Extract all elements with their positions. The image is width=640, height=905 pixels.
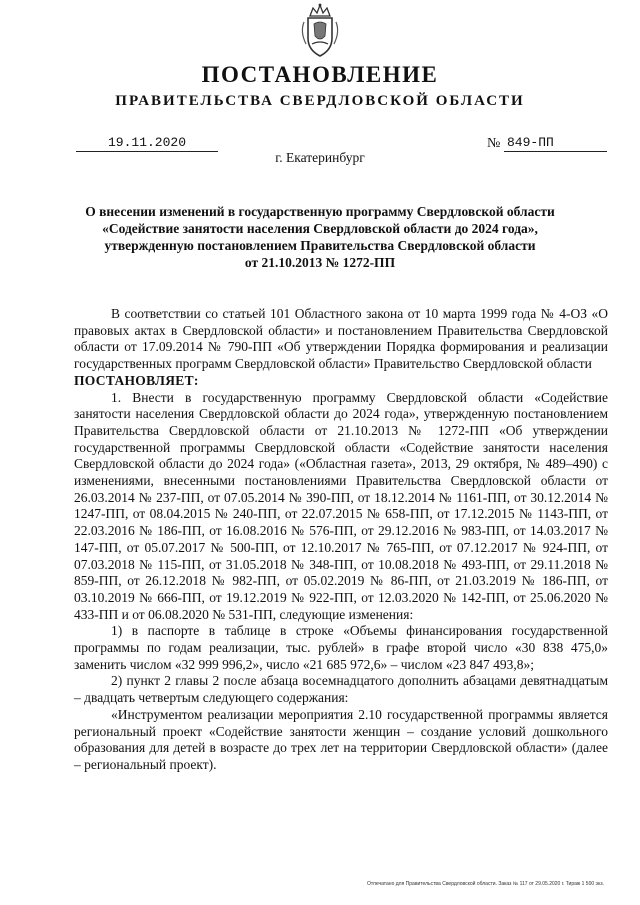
heading-line: «Содействие занятости населения Свердловской области до 2024 года», xyxy=(102,221,538,236)
document-type-title: ПОСТАНОВЛЕНИЕ xyxy=(201,62,439,87)
resolves-label: ПОСТАНОВЛЯЕТ: xyxy=(74,372,199,388)
heading-line: от 21.10.2013 № 1272-ПП xyxy=(244,255,396,270)
document-heading xyxy=(70,203,570,271)
document-number: 849-ПП xyxy=(504,135,607,152)
issue-city: г. Екатеринбург xyxy=(275,150,365,165)
document-date: 19.11.2020 xyxy=(76,135,218,152)
preamble-paragraph: В соответствии со статьей 101 Областного закона от 10 марта 1999 года № 4-ОЗ «О правовых актах в Свердловской области» и постановлением Правительства Свердловской области от 17.09.2014 № 790-ПП «Об утверждении Порядка формирования и реализации государственных программ Свердловской области» Правительство Свердловской области xyxy=(74,306,608,372)
coat-of-arms-icon xyxy=(298,2,342,60)
document-body xyxy=(74,306,608,774)
issuer-title: ПРАВИТЕЛЬСТВА СВЕРДЛОВСКОЙ ОБЛАСТИ xyxy=(115,93,525,109)
subitem-1-paragraph: 1) в паспорте в таблице в строке «Объемы финансирования государственной программы по годам реализации, тыс. рублей» в графе второй число «30 838 475,0» заменить числом «32 999 996,2», число «21 685 972,6» – числом «23 847 493,8»; xyxy=(74,623,608,672)
number-label: № xyxy=(487,136,501,151)
item-1-paragraph: 1. Внести в государственную программу Свердловской области «Содействие занятости населения Свердловской области до 2024 года», утвержденную постановлением Правительства Свердловской области от 21.10.2013 № 1272-ПП «Об утверждении государственной программы Свердловской области «Содействие занятости населения Свердловской области до 2024 года» («Областная газета», 2013, 29 октября, № 489–490) с изменениями, внесенными постановлениями Правительства Свердловской области от 26.03.2014 № 237-ПП, от 07.05.2014 № 390-ПП, от 18.12.2014 № 1161-ПП, от 30.12.2014 № 1247-ПП, от 08.04.2015 № 240-ПП, от 22.07.2015 № 658-ПП, от 17.12.2015 № 1143-ПП, от 22.03.2016 № 186-ПП, от 16.08.2016 № 576-ПП, от 29.12.2016 № 983-ПП, от 14.03.2017 № 147-ПП, от 05.07.2017 № 500-ПП, от 12.10.2017 № 765-ПП, от 07.12.2017 № 924-ПП, от 07.03.2018 № 115-ПП, от 31.05.2018 № 348-ПП, от 10.08.2018 № 493-ПП, от 29.11.2018 № 859-ПП, от 26.12.2018 № 982-ПП, от 05.02.2019 № 86-ПП, от 21.03.2019 № 186-ПП, от 03.10.2019 № 666-ПП, от 19.12.2019 № 922-ПП, от 12.03.2020 № 142-ПП, от 25.06.2020 № 433-ПП и от 06.08.2020 № 531-ПП, следующие изменения: xyxy=(74,389,608,622)
print-note: Отпечатано для Правительства Свердловской области. Заказ № 117 от 29.05.2020 г. Тираж 1 500 экз. xyxy=(367,881,604,887)
heading-line: утвержденную постановлением Правительства Свердловской области xyxy=(104,238,536,253)
heading-line: О внесении изменений в государственную программу Свердловской области xyxy=(85,204,555,219)
quoted-paragraph: «Инструментом реализации мероприятия 2.10 государственной программы является региональный проект «Содействие занятости женщин – создание условий дошкольного образования для детей в возрасте до трех лет на территории Свердловской области» (далее – региональный проект). xyxy=(74,706,608,772)
subitem-2-paragraph: 2) пункт 2 главы 2 после абзаца восемнадцатого дополнить абзацами девятнадцатым – двадцать четвертым следующего содержания: xyxy=(74,673,608,706)
